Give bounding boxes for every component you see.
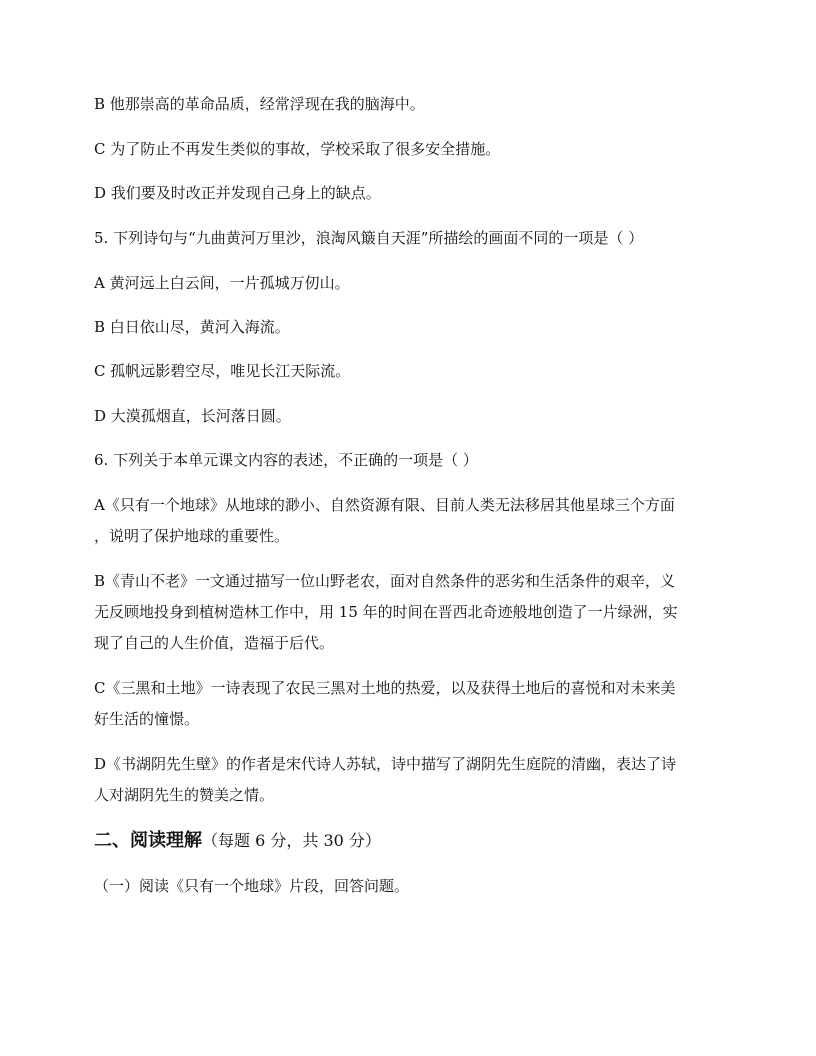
section-title: 二、阅读理解	[94, 830, 202, 851]
q4-option-c: C 为了防止不再发生类似的事故，学校采取了很多安全措施。	[94, 140, 501, 158]
q6-option-a-line-2: ，说明了保护地球的重要性。	[94, 527, 290, 545]
q4-option-b: B 他那崇高的革命品质，经常浮现在我的脑海中。	[94, 95, 425, 113]
q6-option-c-line-1: C《三黑和土地》一诗表现了农民三黑对土地的热爱，以及获得土地后的喜悦和对未来美	[94, 679, 676, 697]
q6-option-b-line-2: 无反顾地投身到植树造林工作中，用 15 年的时间在晋西北奇迹般地创造了一片绿洲，实	[94, 603, 678, 621]
q6-stem: 6. 下列关于本单元课文内容的表述，不正确的一项是（ ）	[94, 451, 478, 469]
q6-option-d-line-2: 人对湖阴先生的赞美之情。	[94, 786, 275, 804]
q5-option-d: D 大漠孤烟直，长河落日圆。	[94, 407, 291, 425]
reading-part-1: （一）阅读《只有一个地球》片段，回答问题。	[94, 877, 410, 895]
q6-option-b-line-3: 现了自己的人生价值，造福于后代。	[94, 634, 335, 652]
q5-option-a: A 黄河远上白云间，一片孤城万仞山。	[94, 274, 350, 292]
q5-stem: 5. 下列诗句与“九曲黄河万里沙，浪淘风簸自天涯”所描绘的画面不同的一项是（ ）	[94, 229, 644, 247]
q5-option-c: C 孤帆远影碧空尽，唯见长江天际流。	[94, 362, 351, 380]
q6-option-a-line-1: A《只有一个地球》从地球的渺小、自然资源有限、目前人类无法移居其他星球三个方面	[94, 496, 675, 514]
q6-option-b-line-1: B《青山不老》一文通过描写一位山野老农，面对自然条件的恶劣和生活条件的艰辛，义	[94, 572, 676, 590]
q6-option-d-line-1: D《书湖阴先生壁》的作者是宋代诗人苏轼，诗中描写了湖阴先生庭院的清幽，表达了诗	[94, 755, 677, 773]
q5-option-b: B 白日依山尽，黄河入海流。	[94, 318, 290, 336]
section-subtitle: （每题 6 分，共 30 分）	[202, 831, 381, 850]
q6-option-c-line-2: 好生活的憧憬。	[94, 710, 200, 728]
q4-option-d: D 我们要及时改正并发现自己身上的缺点。	[94, 184, 381, 202]
section-heading	[94, 826, 734, 856]
